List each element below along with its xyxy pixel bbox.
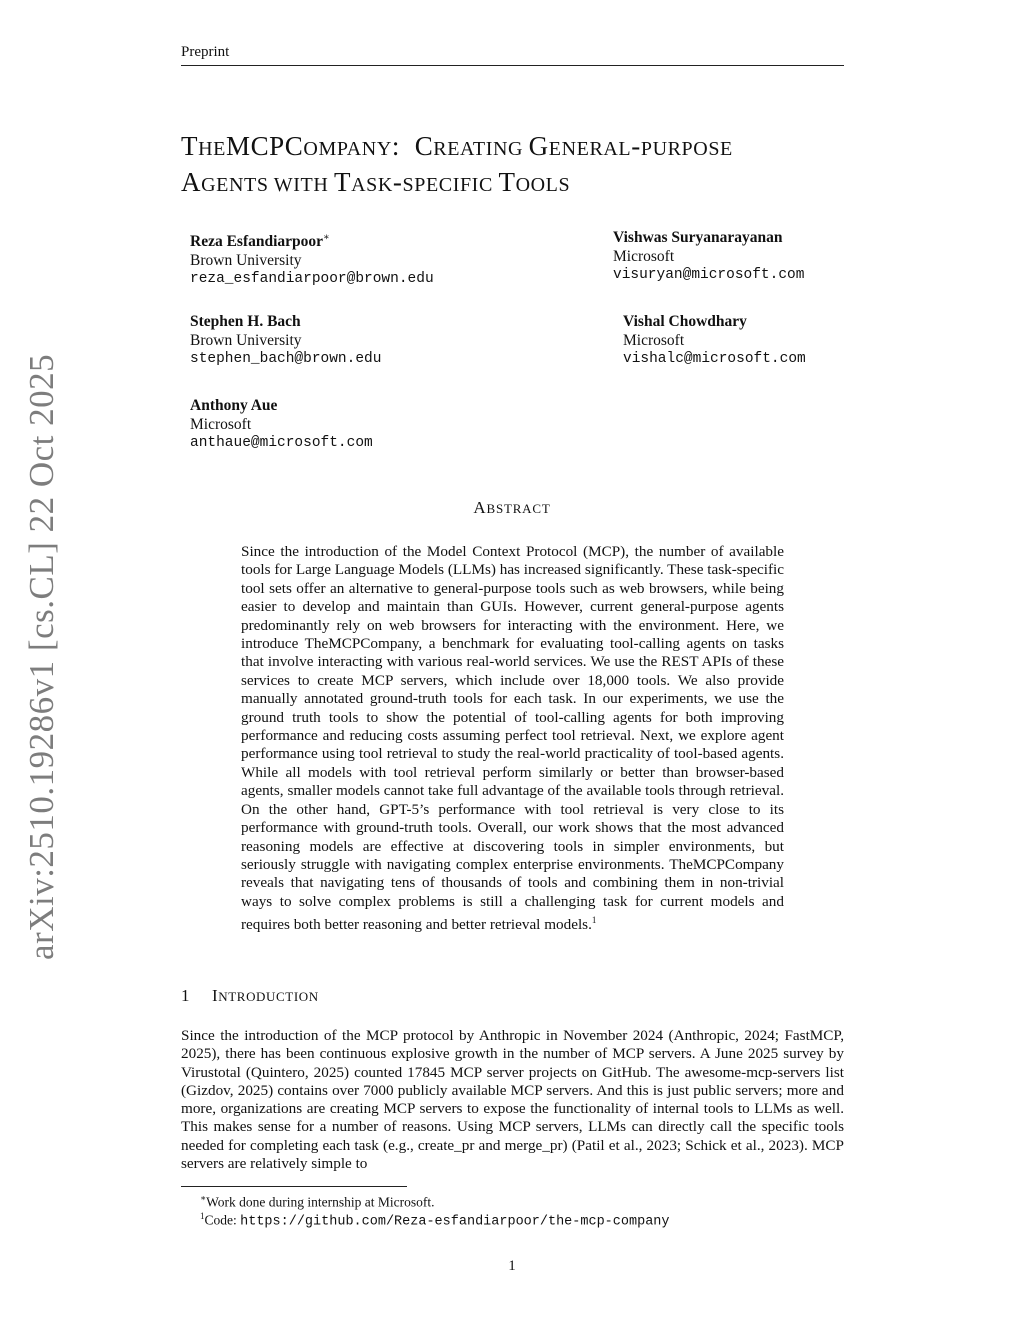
footnote-text: Code: (204, 1212, 241, 1228)
footnote-text: Work done during internship at Microsoft. (206, 1194, 435, 1210)
author-email[interactable]: vishalc@microsoft.com (623, 351, 806, 367)
footnote-mark: 1 (200, 1211, 205, 1221)
header-rule (181, 65, 844, 66)
author-name: Vishal Chowdhary (623, 313, 747, 330)
footnote (200, 1208, 670, 1231)
author-name: Reza Esfandiarpoor (190, 233, 324, 251)
section-number: 1 (181, 986, 191, 1005)
author-affiliation: Microsoft (623, 332, 685, 349)
author-block (623, 312, 806, 369)
footnote-ref[interactable]: 1 (591, 915, 597, 926)
author-block (190, 312, 381, 369)
code-link[interactable]: https://github.com/Reza-esfandiarpoor/the-mcp-company (240, 1214, 670, 1230)
section-heading: 1 INTRODUCTION (181, 986, 319, 1005)
author-block (190, 396, 373, 453)
footnote-rule (181, 1186, 407, 1187)
author-email[interactable]: stephen_bach@brown.edu (190, 351, 382, 367)
abstract-heading: ABSTRACT (473, 498, 551, 517)
title-line-1: THEMCPCOMPANY: CREATING GENERAL-PURPOSE (181, 131, 733, 161)
abstract-text: Since the introduction of the Model Context Protocol (MCP), the number of available tools for Large Language Models (LLMs) has increased significantly. These task-specific tool sets offer an alternative to general-purpose tools such as web browsers, while being easier to develop and maintain than GUIs. However, current general-purpose agents predominantly rely on web browsers for interacting with the environment. Here, we introduce TheMCPCompany, a benchmark for evaluating tool-calling agents on tasks that involve interacting with various real-world services. We use the REST APIs of these services to create MCP servers, which include over 18,000 tools. We also provide manually annotated ground-truth tools for each task. In our experiments, we use the ground truth tools to show the potential of tool-calling agents for both improving performance and reducing costs assuming perfect tool retrieval. Next, we explore agent performance using tool retrieval to study the real-world practicality of tool-based agents. While all models with tool retrieval perform similarly or better than browser-based agents, smaller models cannot take full advantage of the available tools through retrieval. On the other hand, GPT-5’s performance with tool retrieval is very close to its performance with ground-truth tools. Overall, our work shows that the most advanced reasoning models are effective at discovering tools in simpler environments, but seriously struggle with navigating complex enterprise environments. TheMCPCompany reveals that navigating tens of thousands of tools and combining them in non-trivial ways to solve complex problems is still a challenging task for current models and requires both better reasoning and better retrieval models. (241, 543, 784, 934)
author-name: Vishwas Suryanarayanan (613, 229, 783, 246)
author-name: Anthony Aue (190, 397, 278, 414)
author-email[interactable]: reza_esfandiarpoor@brown.edu (190, 271, 434, 288)
author-block (613, 228, 804, 285)
author-affiliation: Microsoft (190, 416, 252, 433)
footnote-mark: ∗ (200, 1193, 207, 1203)
intro-paragraph: Since the introduction of the MCP protocol by Anthropic in November 2024 (Anthropic, 2024; FastMCP, 2025), there has been continuous explosive growth in the number of MCP servers. A June 2025 survey by Virustotal (Quintero, 2025) counted 17845 MCP server projects on GitHub. The awesome-mcp-servers list (Gizdov, 2025) contains over 7000 publicly available MCP servers. And this is just public servers; more and more, organizations are creating MCP servers to expose the functionality of internal tools to LLMs as well. This makes sense for a number of reasons. Using MCP servers, LLMs can directly call the specific tools needed for completing each task (e.g., create_pr and merge_pr) (Patil et al., 2023; Schick et al., 2023). MCP servers are relatively simple to (181, 1027, 844, 1173)
paper-title (181, 130, 861, 202)
arxiv-stamp[interactable]: arXiv:2510.19286v1 [cs.CL] 22 Oct 2025 (22, 353, 61, 960)
author-affiliation: Brown University (190, 252, 302, 270)
abstract-body (241, 543, 784, 935)
author-name: Stephen H. Bach (190, 313, 301, 330)
page-number: 1 (508, 1258, 516, 1274)
author-email[interactable]: anthaue@microsoft.com (190, 435, 373, 451)
author-affiliation: Microsoft (613, 248, 675, 265)
running-head: Preprint (181, 44, 230, 60)
author-block (190, 228, 434, 289)
author-mark: ∗ (323, 232, 330, 243)
title-line-2: AGENTS WITH TASK-SPECIFIC TOOLS (181, 167, 571, 197)
author-email[interactable]: visuryan@microsoft.com (613, 267, 805, 283)
author-affiliation: Brown University (190, 332, 302, 349)
